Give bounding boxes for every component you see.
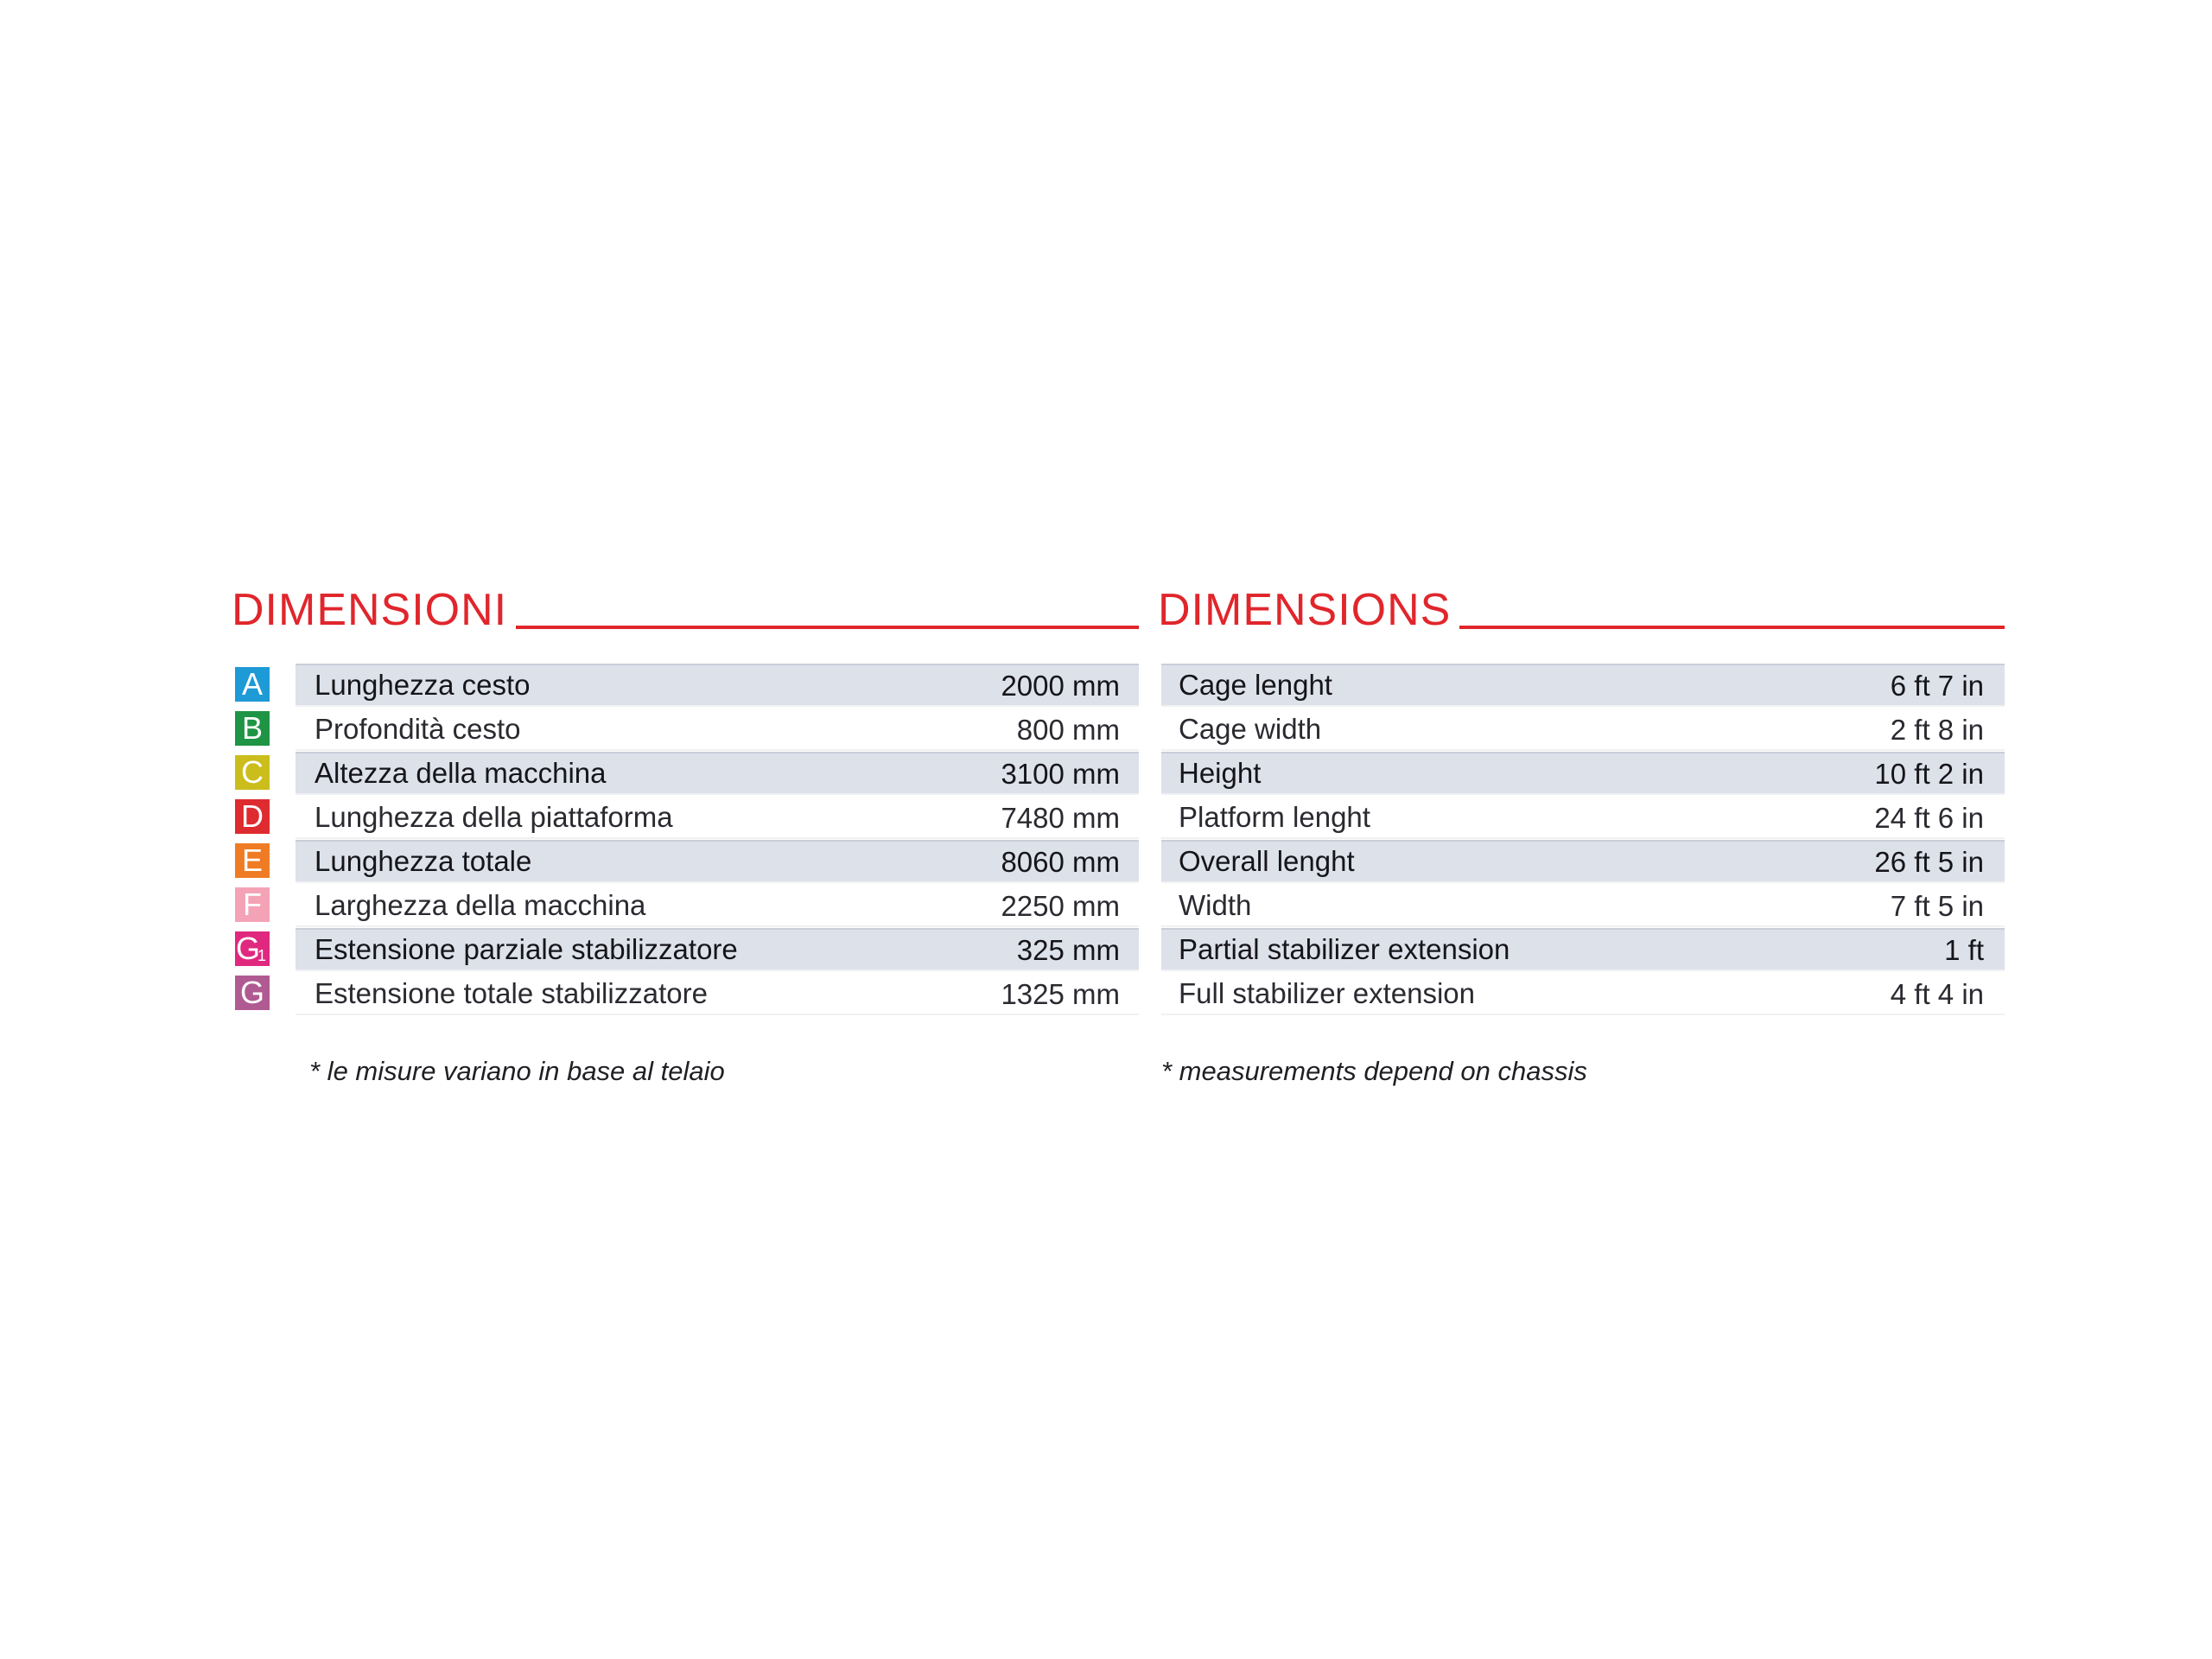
table-row (232, 664, 1139, 708)
table-row (232, 928, 1139, 972)
dimension-value: 4 ft 4 in (1890, 978, 1984, 1010)
dimension-value: 6 ft 7 in (1890, 670, 1984, 702)
dimension-label: Cage width (1179, 713, 1322, 745)
dimension-label: Altezza della macchina (315, 757, 607, 789)
dimension-table (1158, 664, 2005, 1016)
dimensions-panel-italian (232, 581, 1139, 1010)
table-row (1158, 840, 2005, 884)
dimension-value: 325 mm (1016, 934, 1120, 966)
row-band (1161, 884, 2005, 927)
dimension-label: Estensione totale stabilizzatore (315, 977, 708, 1009)
dimension-label: Profondità cesto (315, 713, 521, 745)
table-row (232, 708, 1139, 752)
table-row (1158, 884, 2005, 928)
dimension-label: Full stabilizer extension (1179, 977, 1475, 1009)
table-row (1158, 796, 2005, 840)
footnote: * le misure variano in base al telaio (309, 1056, 725, 1086)
dimension-label: Larghezza della macchina (315, 889, 646, 921)
section-heading-row (1158, 581, 2005, 636)
heading-rule (516, 626, 1139, 629)
dimension-table (232, 664, 1139, 1016)
dimension-value: 800 mm (1016, 714, 1120, 746)
dimension-label: Estensione parziale stabilizzatore (315, 933, 738, 965)
dimension-value: 24 ft 6 in (1874, 802, 1984, 834)
heading-rule (1459, 626, 2005, 629)
table-row (232, 840, 1139, 884)
dimension-value: 10 ft 2 in (1874, 758, 1984, 790)
table-row (1158, 708, 2005, 752)
table-row (232, 884, 1139, 928)
dimension-label: Overall lenght (1179, 845, 1355, 877)
footnote: * measurements depend on chassis (1161, 1056, 1587, 1086)
dimension-label: Platform lenght (1179, 801, 1370, 833)
dimension-code-badge: A (235, 667, 270, 702)
dimension-code-badge: D (235, 799, 270, 834)
table-row (1158, 664, 2005, 708)
dimension-value: 7 ft 5 in (1890, 890, 1984, 922)
table-row (1158, 972, 2005, 1016)
dimension-label: Width (1179, 889, 1252, 921)
dimension-value: 2250 mm (1001, 890, 1120, 922)
dimension-code-badge: F (235, 887, 270, 922)
dimension-code-badge: E (235, 843, 270, 878)
dimension-value: 2000 mm (1001, 670, 1120, 702)
section-heading: DIMENSIONI (232, 585, 508, 635)
dimensions-panel-english (1158, 581, 2005, 1010)
dimension-label: Height (1179, 757, 1262, 789)
dimension-label: Cage lenght (1179, 669, 1332, 701)
dimension-label: Partial stabilizer extension (1179, 933, 1510, 965)
dimension-code-badge: G (235, 976, 270, 1010)
dimension-value: 3100 mm (1001, 758, 1120, 790)
section-heading: DIMENSIONS (1158, 585, 1452, 635)
dimension-value: 1 ft (1944, 934, 1984, 966)
dimension-value: 2 ft 8 in (1890, 714, 1984, 746)
dimension-value: 8060 mm (1001, 846, 1120, 878)
dimension-label: Lunghezza cesto (315, 669, 531, 701)
dimension-code-badge: G1 (235, 931, 270, 966)
table-row (1158, 752, 2005, 796)
dimension-label: Lunghezza della piattaforma (315, 801, 673, 833)
dimension-code-badge: B (235, 711, 270, 746)
dimension-value: 26 ft 5 in (1874, 846, 1984, 878)
section-heading-row (232, 581, 1139, 636)
table-row (1158, 928, 2005, 972)
dimension-value: 1325 mm (1001, 978, 1120, 1010)
dimension-value: 7480 mm (1001, 802, 1120, 834)
dimension-code-badge: C (235, 755, 270, 790)
dimension-label: Lunghezza totale (315, 845, 532, 877)
table-row (232, 752, 1139, 796)
table-row (232, 972, 1139, 1016)
table-row (232, 796, 1139, 840)
